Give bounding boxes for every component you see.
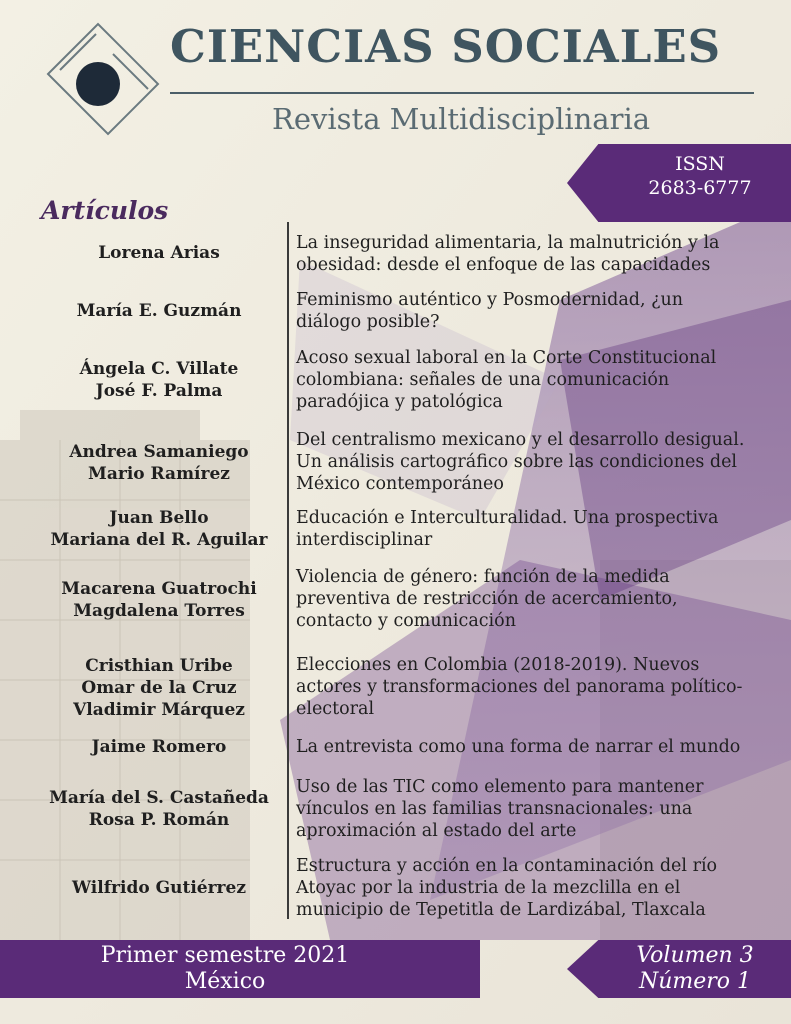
journal-title: CIENCIAS SOCIALES — [170, 20, 722, 73]
footer-volume-block — [600, 943, 790, 995]
article-authors: Wilfrido Gutiérrez — [72, 878, 246, 898]
article-authors: Juan Bello Mariana del R. Aguilar — [50, 508, 268, 550]
article-authors: Ángela C. Villate José F. Palma — [79, 359, 239, 401]
column-divider — [287, 222, 289, 919]
article-title: Uso de las TIC como elemento para mantener vínculos en las familias transnacionales: una aproximación al estado del arte — [296, 777, 704, 841]
journal-subtitle: Revista Multidisciplinaria — [272, 102, 651, 136]
article-title: Acoso sexual laboral en la Corte Constitucional colombiana: señales de una comunicación paradójica y patológica — [296, 348, 717, 412]
header-divider — [170, 92, 754, 94]
article-title: La entrevista como una forma de narrar el mundo — [296, 737, 741, 757]
footer-period-block — [0, 943, 450, 995]
article-authors: Jaime Romero — [91, 737, 227, 757]
article-authors: Cristhian Uribe Omar de la Cruz Vladimir Márquez — [73, 656, 245, 720]
article-title: Del centralismo mexicano y el desarrollo desigual. Un análisis cartográfico sobre las condiciones del México contemporáneo — [296, 430, 745, 494]
article-title: Elecciones en Colombia (2018-2019). Nuevos actores y transformaciones del panorama político- electoral — [296, 655, 743, 719]
article-authors: María E. Guzmán — [76, 301, 242, 321]
journal-logo — [38, 14, 168, 144]
article-title: Educación e Interculturalidad. Una prospectiva interdisciplinar — [296, 508, 719, 550]
article-authors: Andrea Samaniego Mario Ramírez — [69, 442, 249, 484]
article-title: Estructura y acción en la contaminación del río Atoyac por la industria de la mezclilla en el municipio de Tepetitla de Lardizábal, Tlaxcala — [296, 856, 718, 920]
footer-period: Primer semestre 2021 — [100, 943, 350, 968]
article-title: Feminismo auténtico y Posmodernidad, ¿un diálogo posible? — [296, 290, 684, 332]
footer-country: México — [184, 969, 266, 994]
issn-block — [620, 152, 780, 200]
section-title: Artículos — [41, 196, 169, 225]
article-authors: Macarena Guatrochi Magdalena Torres — [61, 579, 257, 621]
article-title: La inseguridad alimentaria, la malnutrición y la obesidad: desde el enfoque de las capacidades — [296, 233, 720, 275]
issn-label: ISSN — [675, 153, 725, 175]
footer-number: Número 1 — [638, 969, 752, 994]
issn-number: 2683-6777 — [648, 177, 752, 199]
article-authors: María del S. Castañeda Rosa P. Román — [49, 788, 269, 830]
footer-volume: Volumen 3 — [636, 943, 754, 968]
article-authors: Lorena Arias — [98, 243, 220, 263]
article-title: Violencia de género: función de la medida preventiva de restricción de acercamiento, contacto y comunicación — [296, 567, 678, 631]
